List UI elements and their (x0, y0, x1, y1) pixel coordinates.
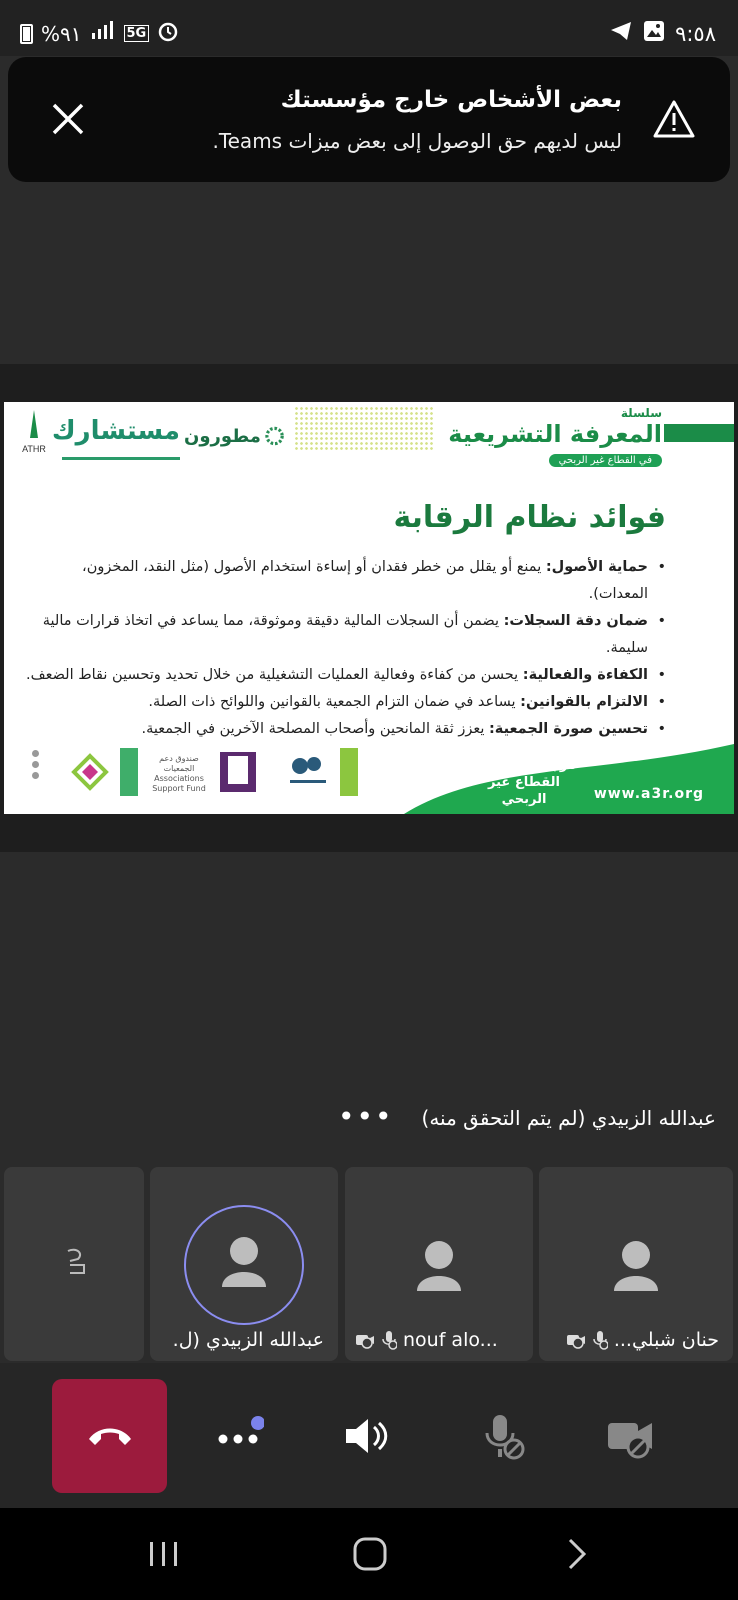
series-title: المعرفة التشريعية (448, 420, 662, 448)
banner-title: بعض الأشخاص خارج مؤسستك (280, 87, 622, 113)
close-icon[interactable] (46, 97, 90, 141)
recents-icon (142, 1532, 186, 1576)
sidebar-dots-icon (32, 750, 40, 779)
list-item (26, 716, 666, 743)
footer-url: www.a3r.org (593, 786, 704, 802)
battery-icon (20, 24, 33, 44)
hand-raise-icon (62, 1247, 88, 1277)
avatar (394, 1225, 484, 1315)
phone-hangup-icon (85, 1419, 135, 1453)
participant-name: nouf alo... (403, 1329, 498, 1351)
mustasharak-logo-text: مستشارك (51, 416, 180, 446)
benefits-list (26, 554, 666, 743)
svg-text:ATHR: ATHR (22, 444, 46, 454)
mic-off-icon (592, 1330, 608, 1350)
fund-logo-text: صندوق دعم الجمعيات Associations Support Fund (152, 754, 206, 793)
home-button[interactable] (348, 1532, 392, 1576)
hang-up-button[interactable] (52, 1379, 167, 1493)
header-green-bar (664, 424, 734, 442)
camera-off-icon (355, 1331, 375, 1349)
item-key: الكفاءة والفعالية: (522, 667, 648, 683)
status-bar (0, 0, 738, 56)
item-key: ضمان دقة السجلات: (503, 613, 648, 629)
list-item (26, 554, 666, 608)
clock: ٩:٥٨ (675, 21, 716, 46)
motawroon-emblem-icon (265, 421, 284, 451)
status-left (20, 20, 179, 47)
list-item (26, 662, 666, 689)
more-dots-icon (214, 1411, 264, 1461)
presenter-name: عبدالله الزبيدي (لم يتم التحقق منه) (421, 1106, 716, 1130)
telegram-icon (609, 20, 633, 47)
close-banner-button[interactable] (46, 97, 90, 141)
more-actions-button[interactable] (214, 1411, 264, 1461)
mic-off-icon (478, 1411, 528, 1461)
gallery-icon (643, 20, 665, 47)
warning-icon (652, 99, 696, 143)
series-label: سلسلة (620, 406, 662, 420)
partner-logo-vertical-tag (340, 748, 358, 796)
participant-name: عبدالله الزبيدي (ل. (172, 1329, 324, 1351)
speaker-icon (342, 1411, 392, 1461)
list-item (26, 689, 666, 716)
participant-gallery (0, 1167, 738, 1361)
partner-logo-calligraphy (284, 750, 332, 792)
camera-button[interactable] (606, 1411, 656, 1461)
person-icon (394, 1225, 484, 1315)
motawroon-logo-text: مطورون (184, 425, 261, 447)
battery-level: %٩١ (41, 21, 82, 46)
home-icon (348, 1532, 392, 1576)
series-header (448, 406, 662, 467)
slide-heading: فوائد نظام الرقابة (393, 500, 666, 535)
participant-name: حنان شبلي... (613, 1329, 719, 1351)
tile-participant-3[interactable] (150, 1167, 338, 1361)
status-right (609, 20, 716, 47)
partner-logo-diamond (70, 752, 110, 792)
dotted-pattern (294, 406, 434, 450)
item-key: حماية الأصول: (545, 559, 648, 575)
participant-label (566, 1329, 719, 1351)
person-icon (186, 1207, 302, 1323)
footer-slogan: مرجعيتك لتطوير القطاع غير الربحي (471, 758, 577, 807)
series-subtitle: في القطاع غير الربحي (549, 454, 662, 467)
camera-off-icon (606, 1411, 656, 1461)
back-chevron-icon (556, 1532, 600, 1576)
list-item (26, 608, 666, 662)
mute-button[interactable] (478, 1411, 528, 1461)
item-text: يحسن من كفاءة وفعالية العمليات التشغيلية من خلال تحديد وتحسين نقاط الضعف. (25, 667, 523, 683)
mic-off-icon (381, 1330, 397, 1350)
item-text: يساعد في ضمان التزام الجمعية بالقوانين واللوائح ذات الصلة. (148, 694, 521, 710)
presentation-slide (4, 402, 734, 814)
speaker-button[interactable] (342, 1411, 392, 1461)
call-controls (0, 1363, 738, 1508)
back-button[interactable] (556, 1532, 600, 1576)
partner-logo-green-tag (120, 748, 138, 796)
system-nav-bar (0, 1508, 738, 1600)
avatar (591, 1225, 681, 1315)
item-text: يضمن أن السجلات المالية دقيقة وموثوقة، مما يساعد في اتخاذ قرارات مالية سليمة. (42, 613, 648, 656)
external-users-banner (8, 57, 730, 182)
item-key: تحسين صورة الجمعية: (488, 721, 648, 737)
fund-logo-square (220, 752, 256, 792)
tile-participant-2[interactable] (345, 1167, 533, 1361)
alarm-icon (157, 20, 179, 47)
presenter-row (0, 1098, 738, 1148)
tile-participant-1[interactable] (539, 1167, 733, 1361)
network-type-icon: 5G (124, 25, 150, 42)
athr-logo (14, 408, 54, 466)
mustasharak-logo (51, 416, 180, 460)
camera-off-icon (566, 1331, 586, 1349)
item-key: الالتزام بالقوانين: (520, 694, 648, 710)
participant-label (355, 1329, 498, 1351)
item-text: يمنع أو يقلل من خطر فقدان أو إساءة استخدام الأصول (مثل النقد، المخزون، المعدات). (82, 559, 648, 602)
recent-apps-button[interactable] (142, 1532, 186, 1576)
item-text: يعزز ثقة المانحين وأصحاب المصلحة الآخرين في الجمعية. (141, 721, 489, 737)
motawroon-logo (184, 414, 284, 458)
signal-icon (90, 21, 116, 46)
tile-overflow[interactable] (4, 1167, 144, 1361)
more-options-button[interactable]: ••• (338, 1100, 394, 1133)
avatar (184, 1205, 304, 1325)
person-icon (591, 1225, 681, 1315)
banner-subtitle: ليس لديهم حق الوصول إلى بعض ميزات Teams. (212, 129, 622, 153)
